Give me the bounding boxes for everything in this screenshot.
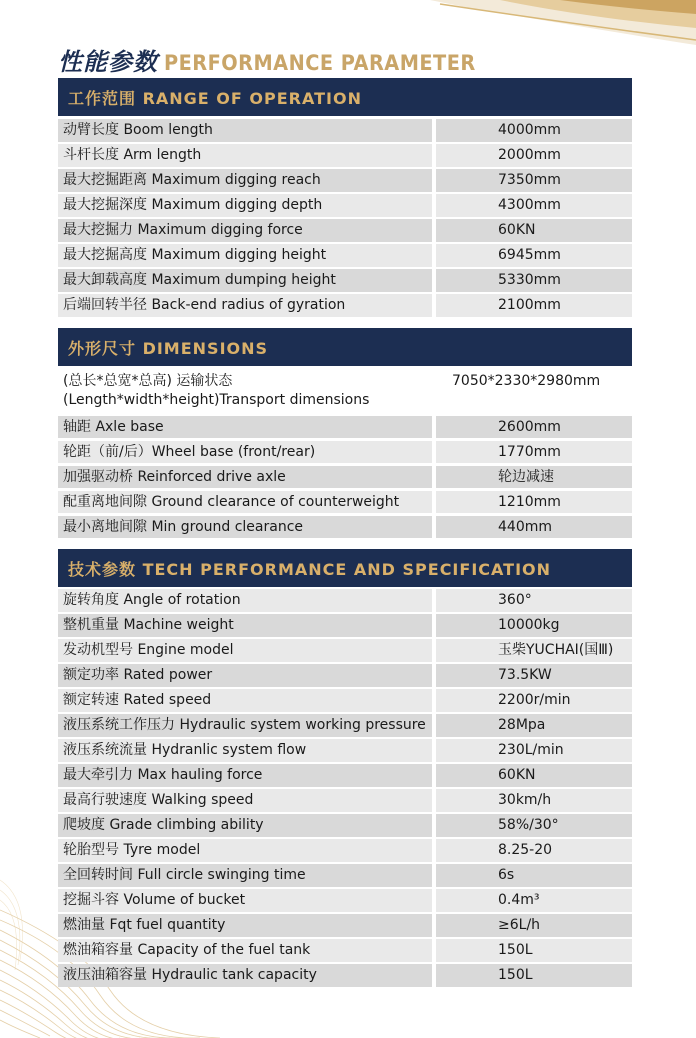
row-label: 液压油箱容量 Hydraulic tank capacity bbox=[58, 964, 432, 987]
row-value: 150L bbox=[436, 964, 632, 987]
row-value: 360° bbox=[436, 589, 632, 612]
row-label: 后端回转半径 Back-end radius of gyration bbox=[58, 294, 432, 317]
row-value: 1770mm bbox=[436, 441, 632, 464]
row-label: 最小离地间隙 Min ground clearance bbox=[58, 516, 432, 539]
row-label: 爬坡度 Grade climbing ability bbox=[58, 814, 432, 837]
table-row bbox=[58, 714, 632, 737]
table-row bbox=[58, 144, 632, 167]
row-value: 6s bbox=[436, 864, 632, 887]
row-value: 2600mm bbox=[436, 416, 632, 439]
row-value: 2000mm bbox=[436, 144, 632, 167]
row-label: 加强驱动桥 Reinforced drive axle bbox=[58, 466, 432, 489]
row-value: 2200r/min bbox=[436, 689, 632, 712]
row-label: 液压系统流量 Hydranlic system flow bbox=[58, 739, 432, 762]
row-label: 轮距（前/后）Wheel base (front/rear) bbox=[58, 441, 432, 464]
row-label: 整机重量 Machine weight bbox=[58, 614, 432, 637]
page-title bbox=[58, 42, 503, 76]
row-value: 73.5KW bbox=[436, 664, 632, 687]
row-value: 2100mm bbox=[436, 294, 632, 317]
row-label: 最大挖掘力 Maximum digging force bbox=[58, 219, 432, 242]
table-row bbox=[58, 441, 632, 464]
section-heading: 工作范围 RANGE OF OPERATION bbox=[58, 78, 632, 116]
row-label: 燃油量 Fqt fuel quantity bbox=[58, 914, 432, 937]
page-title-en: PERFORMANCE PARAMETER bbox=[164, 51, 476, 75]
table-row-transport-dimensions bbox=[58, 369, 632, 413]
row-label-line1: (总长*总宽*总高) 运输状态 bbox=[63, 373, 233, 389]
row-value: 玉柴YUCHAI(国Ⅲ) bbox=[436, 639, 632, 662]
section-range-of-operation bbox=[58, 78, 632, 319]
table-row bbox=[58, 839, 632, 862]
section-heading: 技术参数 TECH PERFORMANCE AND SPECIFICATION bbox=[58, 549, 632, 587]
row-label: 最高行驶速度 Walking speed bbox=[58, 789, 432, 812]
row-label: 燃油箱容量 Capacity of the fuel tank bbox=[58, 939, 432, 962]
row-label: 最大卸载高度 Maximum dumping height bbox=[58, 269, 432, 292]
table-row bbox=[58, 219, 632, 242]
section-tech-performance bbox=[58, 549, 632, 989]
row-label: 额定转速 Rated speed bbox=[58, 689, 432, 712]
table-row bbox=[58, 244, 632, 267]
row-value: 8.25-20 bbox=[436, 839, 632, 862]
table-row bbox=[58, 614, 632, 637]
table-row bbox=[58, 864, 632, 887]
row-label: 斗杆长度 Arm length bbox=[58, 144, 432, 167]
row-value: 150L bbox=[436, 939, 632, 962]
row-value: 6945mm bbox=[436, 244, 632, 267]
row-value: 4000mm bbox=[436, 119, 632, 142]
row-value: 0.4m³ bbox=[436, 889, 632, 912]
table-row bbox=[58, 491, 632, 514]
section-heading: 外形尺寸 DIMENSIONS bbox=[58, 328, 632, 366]
row-value: 58%/30° bbox=[436, 814, 632, 837]
row-label: 额定功率 Rated power bbox=[58, 664, 432, 687]
row-label-line2: (Length*width*height)Transport dimensions bbox=[63, 392, 370, 408]
table-row bbox=[58, 739, 632, 762]
spec-table bbox=[58, 119, 632, 317]
row-label: 最大挖掘高度 Maximum digging height bbox=[58, 244, 432, 267]
section-dimensions bbox=[58, 328, 632, 541]
table-row bbox=[58, 939, 632, 962]
row-value: 60KN bbox=[436, 219, 632, 242]
table-row bbox=[58, 964, 632, 987]
table-row bbox=[58, 689, 632, 712]
row-value: 4300mm bbox=[436, 194, 632, 217]
row-value: 7350mm bbox=[436, 169, 632, 192]
table-row bbox=[58, 416, 632, 439]
row-label: 轮胎型号 Tyre model bbox=[58, 839, 432, 862]
row-value: 30km/h bbox=[436, 789, 632, 812]
page-title-cn: 性能参数 bbox=[58, 48, 158, 76]
spec-table bbox=[58, 589, 632, 987]
table-row bbox=[58, 294, 632, 317]
table-row bbox=[58, 119, 632, 142]
row-value: 5330mm bbox=[436, 269, 632, 292]
table-row bbox=[58, 889, 632, 912]
row-label: 全回转时间 Full circle swinging time bbox=[58, 864, 432, 887]
row-value: ≥6L/h bbox=[436, 914, 632, 937]
table-row bbox=[58, 269, 632, 292]
row-value: 1210mm bbox=[436, 491, 632, 514]
row-label: 轴距 Axle base bbox=[58, 416, 432, 439]
row-label: 液压系统工作压力 Hydraulic system working pressure bbox=[58, 714, 432, 737]
spec-table bbox=[58, 369, 632, 538]
table-row bbox=[58, 789, 632, 812]
table-row bbox=[58, 639, 632, 662]
row-label: 旋转角度 Angle of rotation bbox=[58, 589, 432, 612]
row-value: 轮边减速 bbox=[436, 466, 632, 489]
row-value: 60KN bbox=[436, 764, 632, 787]
table-row bbox=[58, 914, 632, 937]
table-row bbox=[58, 814, 632, 837]
row-value: 28Mpa bbox=[436, 714, 632, 737]
row-label: 配重离地间隙 Ground clearance of counterweight bbox=[58, 491, 432, 514]
table-row bbox=[58, 516, 632, 539]
table-row bbox=[58, 664, 632, 687]
row-label: 发动机型号 Engine model bbox=[58, 639, 432, 662]
table-row bbox=[58, 764, 632, 787]
table-row bbox=[58, 194, 632, 217]
table-row bbox=[58, 169, 632, 192]
row-value: 7050*2330*2980mm bbox=[432, 369, 632, 413]
row-value: 10000kg bbox=[436, 614, 632, 637]
row-value: 440mm bbox=[436, 516, 632, 539]
row-label: 最大挖掘距离 Maximum digging reach bbox=[58, 169, 432, 192]
table-row bbox=[58, 466, 632, 489]
row-value: 230L/min bbox=[436, 739, 632, 762]
table-row bbox=[58, 589, 632, 612]
row-label: 最大挖掘深度 Maximum digging depth bbox=[58, 194, 432, 217]
row-label: 最大牵引力 Max hauling force bbox=[58, 764, 432, 787]
row-label: 挖掘斗容 Volume of bucket bbox=[58, 889, 432, 912]
row-label: 动臂长度 Boom length bbox=[58, 119, 432, 142]
